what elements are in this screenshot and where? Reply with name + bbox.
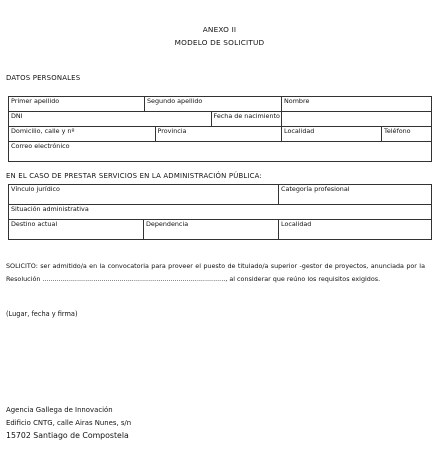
field-second-surname[interactable]: Segundo apellido [145,97,282,112]
field-phone[interactable]: Teléfono [382,127,432,142]
field-email[interactable]: Correo electrónico [9,142,432,162]
table-row [9,205,432,220]
field-first-surname[interactable]: Primer apellido [9,97,145,112]
field-address[interactable]: Domicilio, calle y nº [11,127,75,135]
table-row [9,185,432,205]
field-department[interactable]: Dependencia [144,220,279,240]
footer-address: Edificio CNTG, calle Airas Nunes, s/n [6,419,132,427]
table-row [9,127,432,142]
field-current-post[interactable]: Destino actual [9,220,144,240]
field-name[interactable]: Nombre [282,97,432,112]
table-row [9,220,432,240]
place-date-signature: (Lugar, fecha y firma) [6,310,78,318]
field-province[interactable]: Provincia [155,127,281,141]
field-administrative-status[interactable]: Situación administrativa [9,205,432,220]
field-dni[interactable]: DNI [11,112,23,120]
document-title: MODELO DE SOLICITUD [174,38,265,47]
table-row [9,112,432,127]
annex-label: ANEXO II [202,25,237,34]
personal-data-table [8,96,432,162]
table-row [9,142,432,162]
public-service-heading: EN EL CASO DE PRESTAR SERVICIOS EN LA ADMINISTRACIÓN PÚBLICA: [6,172,262,180]
field-locality[interactable]: Localidad [282,127,382,142]
footer-city: 15702 Santiago de Compostela [6,431,129,440]
public-service-table [8,184,432,240]
request-paragraph: SOLICITO: ser admitido/a en la convocatoria para proveer el puesto de titulado/a superior -gestor de proyectos, anunciada por la Resolución .........................................................................................., al considerar que reúno los requisitos exigidos. [6,262,425,283]
table-row [9,97,432,112]
footer-agency: Agencia Gallega de Innovación [6,406,113,414]
field-birth-date[interactable]: Fecha de nacimiento [211,112,281,126]
field-professional-category[interactable]: Categoría profesional [279,185,432,205]
field-post-locality[interactable]: Localidad [279,220,432,240]
field-legal-link[interactable]: Vínculo jurídico [9,185,279,205]
personal-data-heading: DATOS PERSONALES [6,74,81,82]
field-birth-date-extension[interactable] [282,112,432,127]
